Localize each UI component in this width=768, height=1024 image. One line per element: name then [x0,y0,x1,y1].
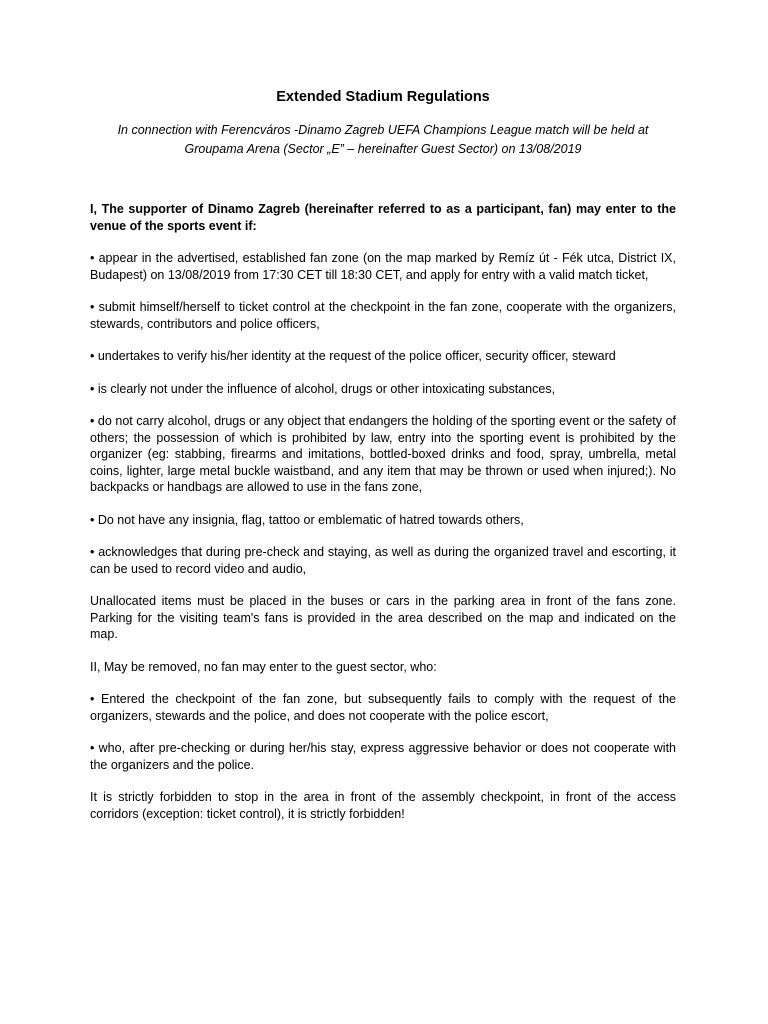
section-1-item: • acknowledges that during pre-check and staying, as well as during the organized travel and escorting, it can be used to record video and audio, [90,545,676,576]
section-1-heading: I, The supporter of Dinamo Zagreb (hereinafter referred to as a participant, fan) may enter to the venue of the sports event if: [90,202,676,233]
subtitle-line-1: In connection with Ferencváros -Dinamo Zagreb UEFA Champions League match will be held at [117,123,649,137]
section-2-heading: II, May be removed, no fan may enter to the guest sector, who: [90,659,437,674]
section-1-item: • submit himself/herself to ticket control at the checkpoint in the fan zone, cooperate with the organizers, stewards, contributors and police officers, [90,300,676,331]
section-1-item: • do not carry alcohol, drugs or any object that endangers the holding of the sporting event or the safety of others; the possession of which is prohibited by law, entry into the sporting event is prohibited by the organizer (eg: stabbing, firearms and imitations, bottled-boxed drinks and food, spray, umbrella, metal coins, lighter, large metal buckle waistband, and any item that may be thrown or used when injured;). No backpacks or handbags are allowed to use in the fans zone, [90,414,676,494]
closing-note: It is strictly forbidden to stop in the area in front of the assembly checkpoint, in front of the access corridors (exception: ticket control), it is strictly forbidden! [90,790,676,821]
section-1-item: • Do not have any insignia, flag, tattoo or emblematic of hatred towards others, [90,512,524,527]
section-1-item: • appear in the advertised, established fan zone (on the map marked by Remíz út - Fék utca, District IX, Budapest) on 13/08/2019 from 17:30 CET till 18:30 CET, and apply for entry with a valid match ticket, [90,251,676,282]
document-title: Extended Stadium Regulations [276,89,490,105]
section-2-item: • who, after pre-checking or during her/his stay, express aggressive behavior or does not cooperate with the organizers and the police. [90,741,676,772]
section-1-item: • is clearly not under the influence of alcohol, drugs or other intoxicating substances, [90,381,556,396]
section-2-item: • Entered the checkpoint of the fan zone, but subsequently fails to comply with the request of the organizers, stewards and the police, and does not cooperate with the police escort, [90,692,676,723]
document-subtitle [100,121,666,159]
document-body [90,201,676,838]
section-1-note: Unallocated items must be placed in the buses or cars in the parking area in front of the fans zone. Parking for the visiting team's fans is provided in the area described on the map and indicated on the map. [90,594,676,641]
subtitle-line-2: Groupama Arena (Sector „E” – hereinafter Guest Sector) on 13/08/2019 [184,142,582,156]
section-1-item: • undertakes to verify his/her identity at the request of the police officer, security officer, steward [90,349,616,363]
